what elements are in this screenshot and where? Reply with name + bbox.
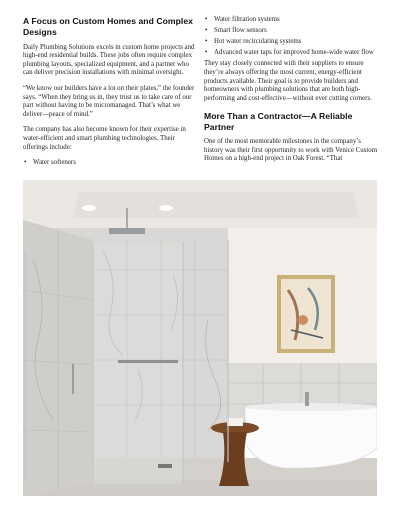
freestanding-tub	[245, 406, 377, 468]
drain-icon	[158, 464, 172, 468]
tub-faucet-icon	[305, 392, 309, 406]
list-item: • Advanced water taps for improved home-wide water flow	[204, 49, 378, 58]
list-item: • Water softeners	[23, 159, 195, 168]
paragraph: Daily Plumbing Solutions excels in custom home projects and high-end residential builds. These jobs often require complex plumbing layouts, specialized equipment, and a partner who can deliver precision installations with minimal oversight.	[23, 43, 195, 77]
abstract-artwork	[281, 279, 331, 349]
folded-towel	[227, 418, 243, 426]
section-heading-reliable-partner: More Than a Contractor—A Reliable Partner	[204, 111, 353, 133]
offerings-list	[23, 159, 195, 168]
bathroom-photo	[23, 180, 377, 496]
tub-rim	[245, 403, 377, 411]
paragraph: The company has also become known for their expertise in water-efficient and smart plumbing technologies. Their offerings include:	[23, 126, 186, 151]
right-column	[204, 16, 378, 171]
towel-bar	[118, 360, 178, 363]
paragraph: One of the most memorable milestones in the company’s history was their first opportunity to work with Venice Custom Homes on a high-end project in Oak Forest. “That	[204, 137, 378, 163]
list-item: • Hot water recirculating systems	[204, 38, 378, 47]
list-item: • Smart flow sensors	[204, 27, 378, 36]
bathroom-illustration	[23, 180, 377, 496]
ceiling-light	[82, 205, 96, 211]
quote-paragraph: “We know our builders have a lot on their plates,” the founder says. “When they bring us in, they trust us to take care of our part without having to be micromanaged. That’s what we deliver—peace of mind.”	[23, 84, 195, 118]
section-heading-custom-homes: A Focus on Custom Homes and Complex Designs	[23, 16, 193, 37]
list-item: • Water filtration systems	[204, 16, 378, 25]
ceiling-light	[159, 205, 173, 211]
paragraph: They stay closely connected with their suppliers to ensure they’re always offering the most current, energy-efficient products available. Their goal is to provide builders and homeowners with plumbing solutions that are both high-performing and cost-effective—without ever cutting corners.	[204, 60, 372, 102]
shower-head-icon	[109, 228, 145, 234]
offerings-list-continued	[204, 16, 378, 58]
ceiling-tray	[73, 192, 359, 218]
glass-door	[93, 244, 183, 484]
left-column	[23, 16, 195, 171]
